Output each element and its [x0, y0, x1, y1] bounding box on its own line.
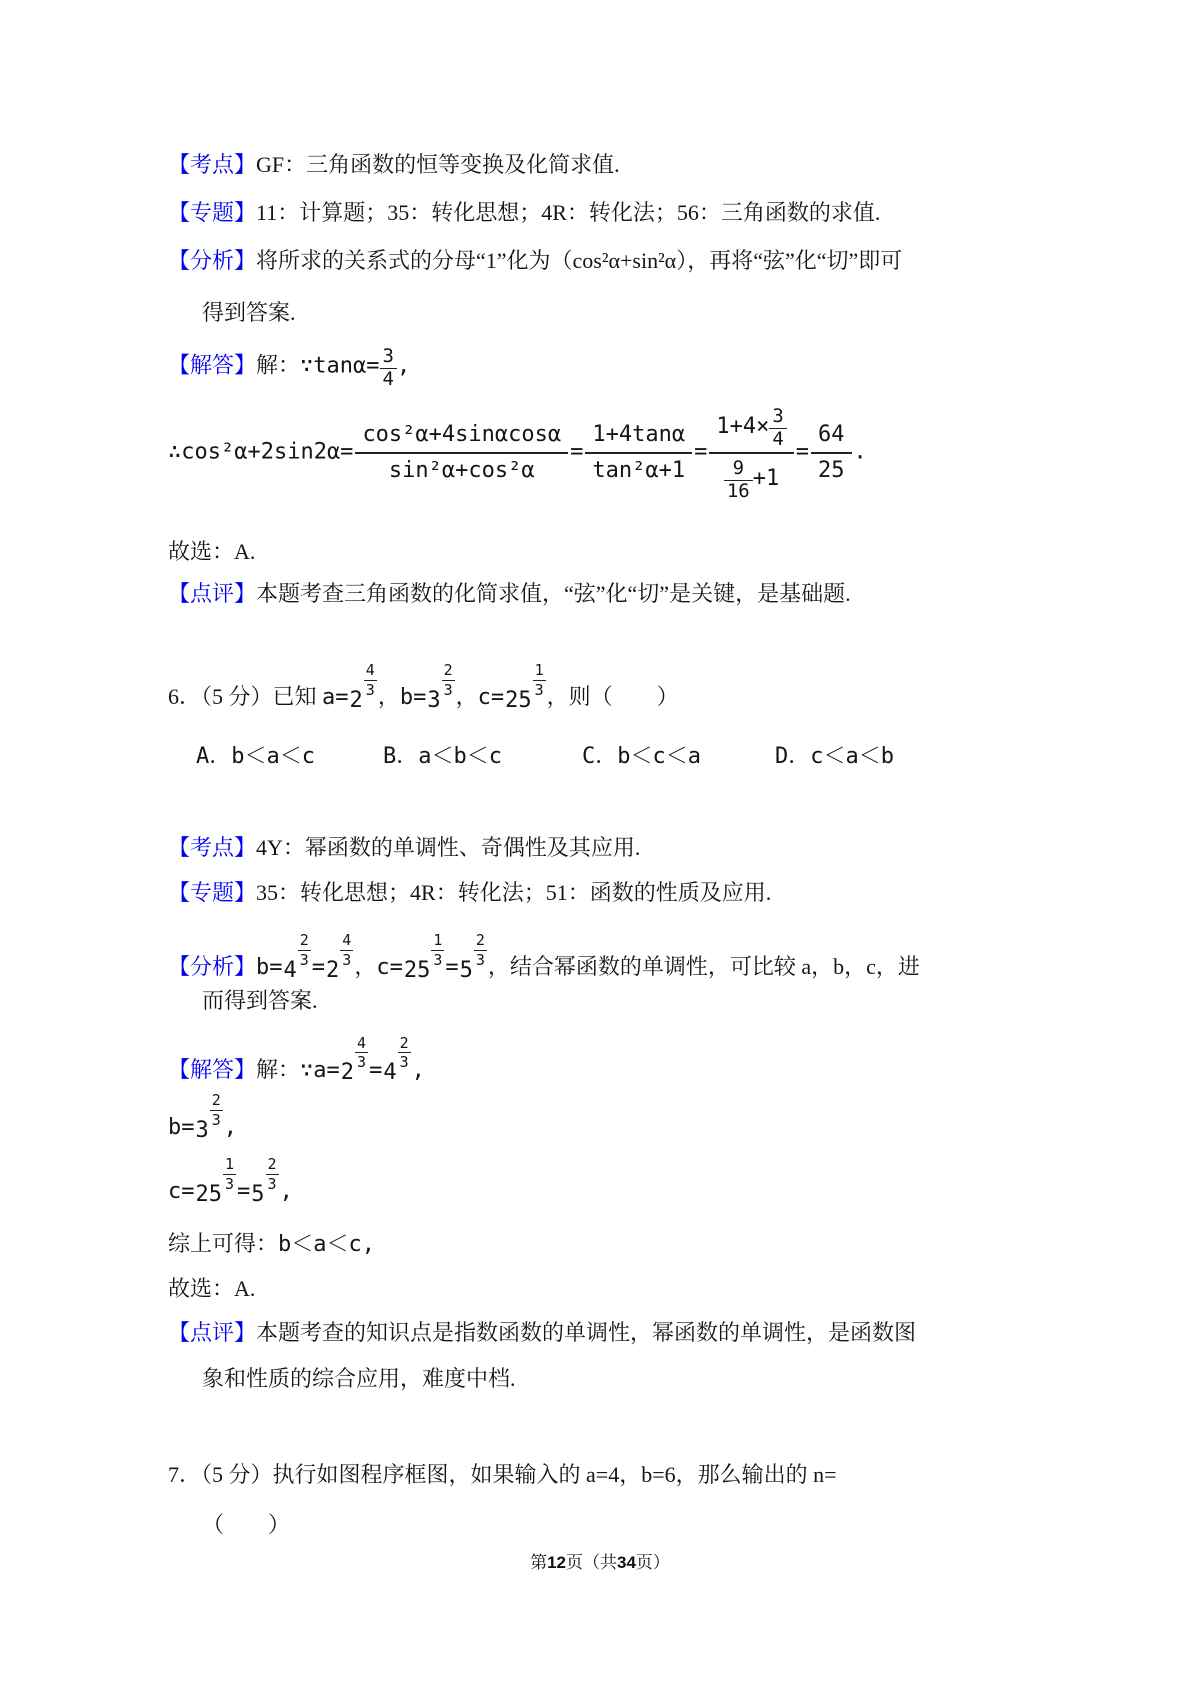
power-exponent-fraction [355, 1035, 368, 1072]
power-exponent-fraction [266, 1156, 279, 1193]
q7-number: 7． [168, 1462, 202, 1488]
power-base: 25 [195, 1182, 222, 1208]
fraction-numerator [709, 405, 793, 455]
power-base: 5 [459, 957, 473, 983]
q6-zhuanti-row [168, 878, 1120, 908]
jieda-label: 【解答】 [168, 1056, 257, 1082]
footer-suffix: 页） [635, 1553, 670, 1572]
fraction-numerator: 64 [811, 421, 852, 455]
q5-dianping-row [168, 579, 1120, 609]
fraction-denominator: 3 [267, 1175, 277, 1194]
power-c [505, 662, 546, 716]
q7-score: （5 分） [201, 1462, 273, 1488]
footer-total-pages: 34 [617, 1553, 636, 1572]
q6-since-a: ∵a= [300, 1057, 340, 1083]
power [341, 1035, 368, 1089]
fraction-numerator: 1 [433, 930, 443, 949]
q6-fenxi-b-label: b= [256, 954, 283, 980]
power-base: 4 [383, 1060, 397, 1086]
fraction-denominator: 3 [399, 1053, 409, 1072]
q6-dianping-row2 [202, 1364, 1120, 1394]
q6-sep1: ， [377, 683, 400, 709]
q5-dianping-text: 本题考查三角函数的化简求值，“弦”化“切”是关键，是基础题. [256, 581, 851, 607]
q6-fenxi-c-label: c= [376, 954, 403, 980]
fraction-numerator: 1 [225, 1155, 235, 1174]
power-exponent-fraction [533, 662, 546, 699]
fraction-denominator: 4 [772, 427, 784, 450]
equals-sign: = [445, 954, 459, 980]
q6-stem-row [168, 662, 1120, 716]
fraction-numerator: 1 [534, 661, 544, 680]
power-base: 3 [427, 687, 441, 713]
power-exponent-fraction [298, 932, 311, 969]
q6-option-d: D．c＜a＜b [774, 743, 894, 769]
fraction-numerator: 2 [475, 930, 485, 949]
q5-fenxi-row2 [202, 298, 1120, 328]
q5-zhuanti-text: 11：计算题；35：转化思想；4R：转化法；56：三角函数的求值. [256, 200, 881, 225]
power-exponent-fraction [210, 1092, 223, 1129]
fenxi-label: 【分析】 [168, 248, 257, 273]
fenxi-label: 【分析】 [168, 953, 257, 979]
power-base: 25 [403, 957, 431, 983]
fraction-numerator: 2 [211, 1091, 221, 1110]
kaodian-label: 【考点】 [168, 152, 257, 177]
fraction-denominator: 3 [342, 950, 352, 969]
footer-page-number: 12 [547, 1553, 566, 1572]
power-exponent-fraction [442, 662, 455, 699]
q6-jieda-comma1: , [411, 1057, 425, 1083]
power-base: 3 [195, 1118, 209, 1144]
power [196, 1092, 223, 1146]
q6-number: 6． [168, 683, 202, 709]
power-base: 2 [349, 687, 363, 713]
dianping-label: 【点评】 [168, 581, 257, 607]
fraction-denominator [709, 454, 793, 502]
q6-answer-text: 故选：A. [168, 1276, 256, 1302]
fraction-denominator: 3 [475, 950, 485, 969]
fraction-3-4 [769, 406, 786, 451]
power-b [427, 662, 454, 716]
power [196, 1156, 237, 1210]
equals-sign: = [311, 954, 326, 980]
page-footer [0, 1548, 1200, 1573]
q6-jieda-comma2: , [223, 1115, 238, 1141]
q6-a-label: a= [322, 684, 349, 710]
power [251, 1156, 278, 1210]
fraction-denominator: 3 [357, 1053, 367, 1072]
q7-stem-row [168, 1460, 1120, 1490]
q6-stem-tail: ，则（ ） [546, 683, 679, 709]
q6-option-b: B．a＜b＜c [382, 743, 502, 769]
fraction-64-25 [811, 421, 852, 486]
equals-sign: = [369, 1057, 383, 1083]
fraction-denominator: 3 [225, 1175, 235, 1194]
fraction-numerator: 1+4tanα [585, 421, 692, 455]
fraction-numerator: 2 [267, 1155, 277, 1174]
q6-dianping-line1: 本题考查的知识点是指数函数的单调性，幂函数的单调性，是函数图 [256, 1320, 917, 1346]
q5-zhuanti-row [168, 198, 1120, 228]
power-exponent-fraction [474, 932, 487, 969]
q6-answer-row [168, 1274, 1120, 1304]
q5-equation-row [168, 405, 1120, 502]
fraction-denominator: 3 [534, 680, 544, 699]
q5-kaodian-text: GF：三角函数的恒等变换及化简求值. [256, 152, 620, 177]
q6-conclusion-result: b＜a＜c, [278, 1232, 375, 1258]
power-base: 2 [340, 1060, 355, 1086]
q5-tan-comma: , [396, 353, 411, 379]
fraction-denominator: 16 [726, 480, 750, 503]
fraction-numerator: 4 [365, 661, 375, 680]
power [284, 932, 311, 986]
fraction-denominator: 3 [211, 1111, 221, 1130]
q6-fenxi-sep: ， [354, 953, 377, 979]
dianping-label: 【点评】 [168, 1320, 257, 1346]
q5-fenxi-row [168, 246, 1120, 276]
power-a [350, 662, 377, 716]
fraction-numerator: 3 [769, 406, 786, 429]
fraction-denominator: 3 [443, 680, 453, 699]
q6-sep2: ， [455, 683, 478, 709]
q6-conclusion-row [168, 1229, 1120, 1260]
q6-jieda-c-label: c= [168, 1179, 195, 1205]
q6-dianping-row [168, 1318, 1120, 1348]
q5-fenxi-line2: 得到答案. [202, 300, 296, 325]
fraction-denominator: tan²α+1 [592, 458, 686, 484]
q6-b-label: b= [399, 684, 427, 710]
power-base: 2 [326, 957, 340, 983]
nested-num-text: 1+4× [716, 413, 770, 439]
q7-stem-row2 [202, 1510, 1120, 1540]
fraction-denominator: sin²α+cos²α [388, 458, 535, 484]
nested-den-text: +1 [752, 466, 780, 492]
power-base: 25 [505, 687, 532, 713]
q6-zhuanti-text: 35：转化思想；4R：转化法；51：函数的性质及应用. [256, 879, 772, 905]
q6-dianping-line2: 象和性质的综合应用，难度中档. [202, 1366, 516, 1392]
fraction-numerator: 4 [342, 930, 352, 949]
power-exponent-fraction [431, 932, 444, 969]
equals-sign: = [570, 439, 584, 465]
q6-jieda-row [168, 1035, 1120, 1089]
fraction-numerator: 2 [399, 1033, 409, 1052]
fraction-denominator: 4 [382, 367, 394, 390]
power [404, 932, 445, 986]
q6-option-a: A．b＜a＜c [196, 743, 315, 769]
fraction-denominator: 3 [365, 680, 375, 699]
power [460, 932, 487, 986]
fraction-denominator: 25 [818, 458, 845, 484]
power [383, 1035, 410, 1089]
q6-c-label: c= [477, 684, 505, 710]
power-exponent-fraction [223, 1156, 236, 1193]
q6-jieda-b-row [168, 1092, 1120, 1146]
power-base: 5 [251, 1182, 265, 1208]
q5-kaodian-row [168, 150, 1120, 180]
fraction-trig [355, 421, 568, 486]
power-exponent-fraction [364, 662, 377, 699]
q5-eq-period: . [853, 439, 867, 465]
q7-stem-line1: 执行如图程序框图，如果输入的 a=4，b=6，那么输出的 n= [272, 1462, 837, 1488]
q5-eq-lhs: ∴cos²α+2sin2α= [168, 439, 354, 465]
q6-stem-known: 已知 [272, 683, 323, 709]
fraction-numerator: cos²α+4sinαcosα [355, 421, 568, 455]
footer-mid: 页（共 [566, 1553, 617, 1572]
fraction-numerator: 9 [724, 458, 753, 481]
q6-fenxi-line2: 而得到答案. [202, 987, 318, 1013]
kaodian-label: 【考点】 [168, 834, 257, 860]
fraction-nested [709, 405, 793, 502]
q5-fenxi-line1: 将所求的关系式的分母“1”化为（cos²α+sin²α），再将“弦”化“切”即可 [256, 248, 903, 273]
fraction-denominator: 3 [433, 950, 443, 969]
q6-jieda-b-label: b= [168, 1115, 195, 1141]
q6-kaodian-row [168, 833, 1120, 863]
power-base: 4 [283, 957, 297, 983]
q6-options-row [168, 741, 1120, 772]
jieda-label: 【解答】 [168, 352, 257, 378]
equals-sign: = [694, 439, 708, 465]
fraction-numerator: 4 [357, 1033, 367, 1052]
fraction-numerator: 2 [443, 661, 453, 680]
fraction-9-16 [724, 458, 753, 503]
fraction-numerator: 3 [380, 346, 397, 369]
fraction-numerator: 2 [299, 930, 309, 949]
q6-jieda-comma3: , [279, 1179, 293, 1205]
zhuanti-label: 【专题】 [168, 879, 257, 905]
q6-jieda-c-row [168, 1156, 1120, 1210]
q5-jieda-row [168, 345, 1120, 390]
equals-sign: = [237, 1179, 251, 1205]
q6-fenxi-row [168, 932, 1120, 986]
fraction-3-4 [380, 346, 397, 391]
footer-prefix: 第 [530, 1553, 548, 1572]
power-exponent-fraction [398, 1035, 411, 1072]
q6-conclusion-prefix: 综上可得： [168, 1231, 279, 1257]
q7-stem-line2: （ ） [202, 1512, 291, 1538]
q6-kaodian-text: 4Y：幂函数的单调性、奇偶性及其应用. [256, 834, 641, 860]
q6-jieda-prefix: 解： [256, 1056, 301, 1082]
fraction-denominator: 3 [299, 950, 309, 969]
q5-since-tan: ∵tanα= [300, 353, 380, 379]
q6-fenxi-row2 [202, 986, 1120, 1016]
q6-fenxi-tail: ，结合幂函数的单调性，可比较 a，b，c，进 [487, 953, 920, 979]
q6-score: （5 分） [201, 683, 273, 709]
q5-answer-row [168, 537, 1120, 567]
zhuanti-label: 【专题】 [168, 200, 257, 225]
power [326, 932, 353, 986]
q5-jieda-prefix: 解： [256, 352, 301, 378]
q6-option-c: C．b＜c＜a [581, 743, 701, 769]
q5-answer-text: 故选：A. [168, 539, 256, 565]
fraction-tan [585, 421, 692, 486]
power-exponent-fraction [340, 932, 353, 969]
equals-sign: = [795, 439, 810, 465]
